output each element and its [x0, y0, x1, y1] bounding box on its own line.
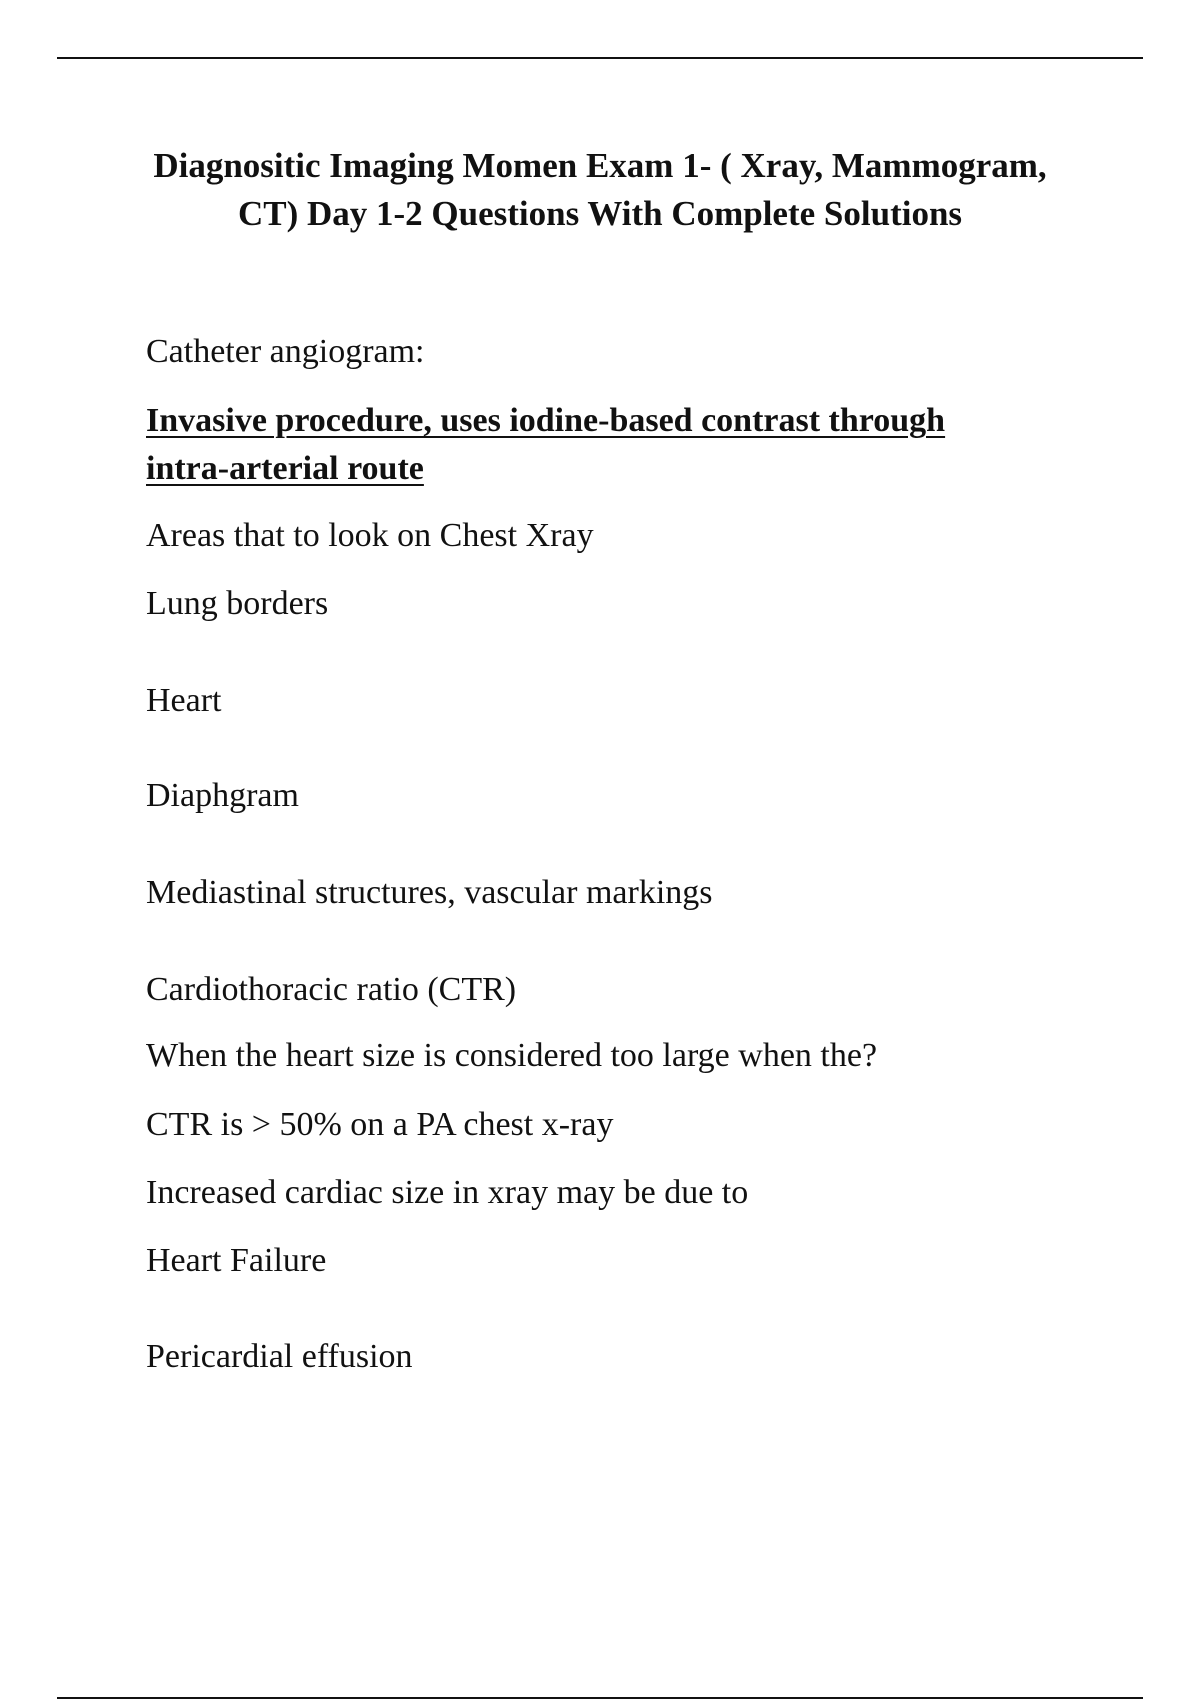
answer-heart-failure: Heart Failure: [146, 1242, 327, 1279]
answer-ctr-threshold: CTR is > 50% on a PA chest x-ray: [146, 1106, 614, 1143]
answer-cardiothoracic-ratio: Cardiothoracic ratio (CTR): [146, 971, 517, 1008]
question-catheter-angiogram: Catheter angiogram:: [146, 333, 425, 370]
answer-line-1: Invasive procedure, uses iodine-based contrast through: [146, 402, 946, 439]
answer-pericardial-effusion: Pericardial effusion: [146, 1338, 413, 1375]
question-chest-xray-areas: Areas that to look on Chest Xray: [146, 517, 594, 554]
title-line-1: Diagnositic Imaging Momen Exam 1- ( Xray, Mammogram,: [153, 146, 1047, 185]
answer-diaphragm: Diaphgram: [146, 777, 299, 814]
answer-heart: Heart: [146, 682, 222, 719]
answer-mediastinal-structures: Mediastinal structures, vascular markings: [146, 874, 713, 911]
title-line-2: CT) Day 1-2 Questions With Complete Solutions: [237, 194, 963, 233]
answer-lung-borders: Lung borders: [146, 585, 329, 622]
question-increased-cardiac-size: Increased cardiac size in xray may be due to: [146, 1174, 749, 1211]
document-title: [100, 142, 1100, 238]
bottom-divider: [57, 1697, 1143, 1699]
answer-catheter-angiogram: [146, 397, 945, 493]
question-heart-size: When the heart size is considered too large when the?: [146, 1037, 878, 1074]
answer-line-2: intra-arterial route: [146, 450, 424, 487]
top-divider: [57, 57, 1143, 59]
